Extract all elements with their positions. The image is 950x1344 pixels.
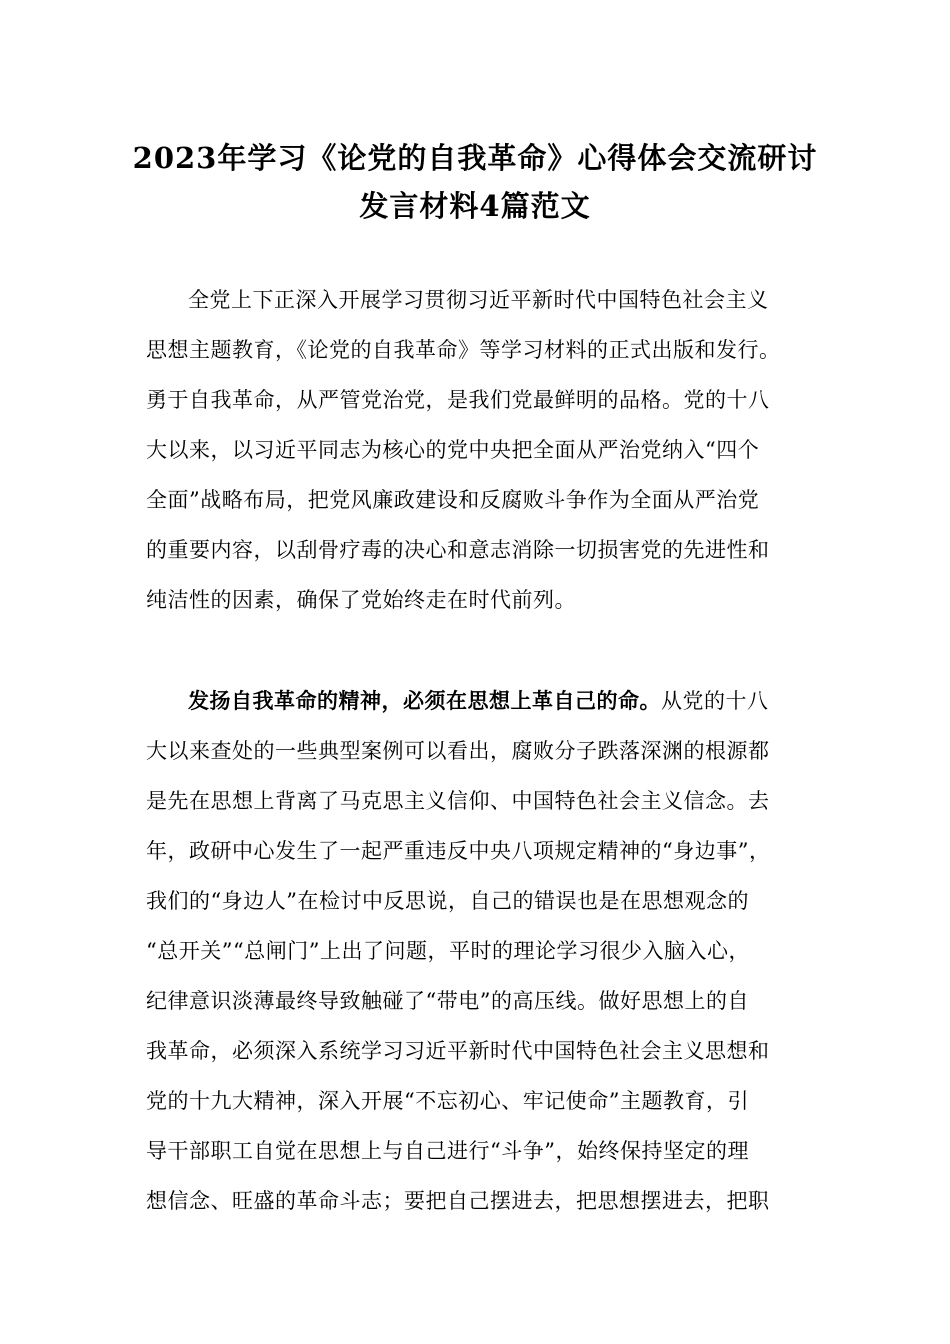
paragraph-intro (146, 275, 816, 625)
text-line: 思想主题教育，《论党的自我革命》等学习材料的正式出版和发行。 (146, 338, 781, 362)
text-line: 纪律意识淡薄最终导致触碰了“带电”的高压线。做好思想上的自 (146, 989, 749, 1013)
text-line: 党的十九大精神，深入开展“不忘初心、牢记使命”主题教育，引 (146, 1089, 749, 1113)
text-line: 导干部职工自觉在思想上与自己进行“斗争”，始终保持坚定的理 (146, 1139, 749, 1163)
text-line: 我们的“身边人”在检讨中反思说，自己的错误也是在思想观念的 (146, 889, 749, 913)
text-line: 纯洁性的因素，确保了党始终走在时代前列。 (146, 588, 576, 612)
text-line: 大以来查处的一些典型案例可以看出，腐败分子跌落深渊的根源都 (146, 739, 770, 763)
text-line: 勇于自我革命，从严管党治党，是我们党最鲜明的品格。党的十八 (146, 388, 770, 412)
text-line: 想信念、旺盛的革命斗志；要把自己摆进去，把思想摆进去，把职 (146, 1189, 770, 1213)
document-title-line-1: 2023年学习《论党的自我革命》心得体会交流研讨 (132, 141, 818, 175)
document-title-line-2: 发言材料4篇范文 (359, 189, 591, 223)
text-line: “总开关”“总闸门”上出了问题，平时的理论学习很少入脑入心， (146, 939, 750, 963)
text-line: 大以来，以习近平同志为核心的党中央把全面从严治党纳入“四个 (146, 438, 760, 462)
text-line-first (146, 676, 816, 726)
text-line: 是先在思想上背离了马克思主义信仰、中国特色社会主义信念。去 (146, 789, 770, 813)
text-line: 全党上下正深入开展学习贯彻习近平新时代中国特色社会主义 (188, 288, 769, 312)
text-line: 我革命，必须深入系统学习习近平新时代中国特色社会主义思想和 (146, 1039, 770, 1063)
paragraph-lead-sentence: 发扬自我革命的精神，必须在思想上革自己的命。 (188, 688, 661, 713)
text-line-rest: 从党的十八 (661, 689, 769, 713)
paragraph-self-revolution (146, 676, 816, 1226)
text-line: 的重要内容，以刮骨疗毒的决心和意志消除一切损害党的先进性和 (146, 538, 770, 562)
text-line: 全面”战略布局，把党风廉政建设和反腐败斗争作为全面从严治党 (146, 488, 760, 512)
text-line: 年，政研中心发生了一起严重违反中央八项规定精神的“身边事”， (146, 839, 771, 863)
